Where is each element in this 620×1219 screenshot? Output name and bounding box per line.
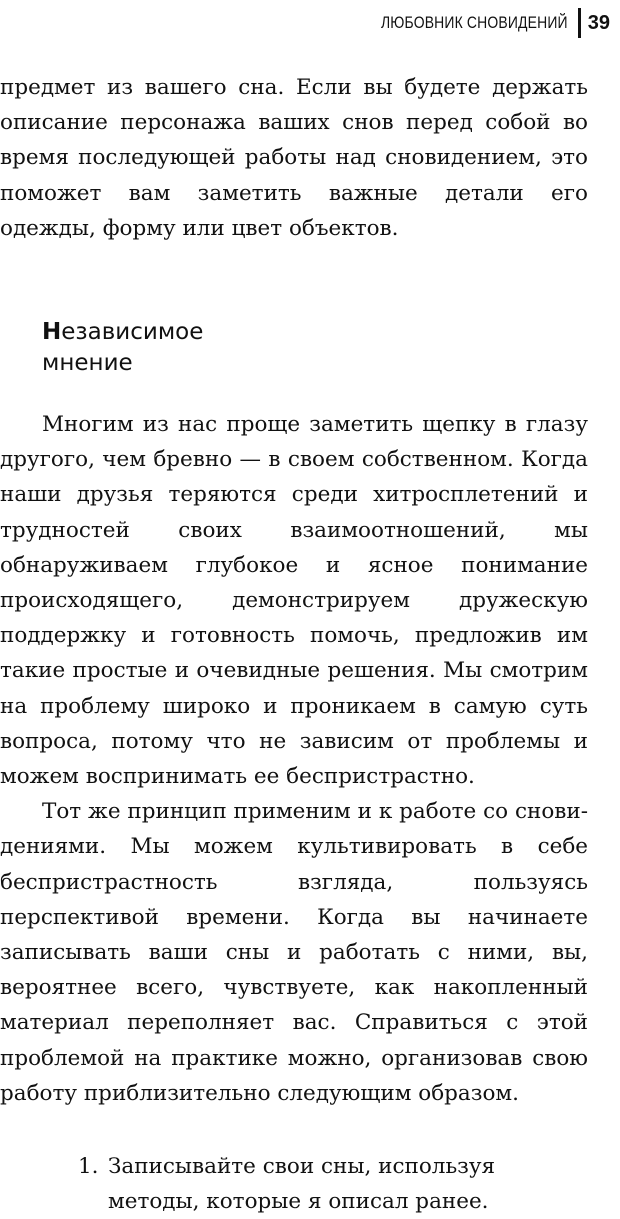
- heading-word-2: мнение: [42, 350, 133, 377]
- page-number: 39: [587, 11, 610, 34]
- heading-initial: Н: [42, 319, 62, 346]
- page-body: [0, 70, 588, 1219]
- section-heading: [0, 317, 588, 379]
- paragraph-continuation: предмет из вашего сна. Если вы будете держать описание персонажа ваших снов перед собой во время последующей работы над сновидением, это поможет вам заметить важные детали его одежды, форму или цвет объектов.: [0, 75, 588, 241]
- paragraph-independent-view: Многим из нас проще заметить щепку в глазу другого, чем бревно — в своем собственном. Когда наши друзья теряются среди хитросплетений и трудностей своих взаимоотношений, мы обнаруживаем глубокое и ясное понимание происходящего, демонстрируем дружескую поддержку и готовность помочь, предложив им такие простые и очевидные решения. Мы смотрим на проблему широко и проникаем в самую суть вопроса, потому что не зависим от проблемы и можем воспринимать ее беспристрастно.: [0, 412, 588, 790]
- running-header: [340, 6, 610, 40]
- paragraph-same-principle: Тот же принцип применим и к работе со сновидениями. Мы можем культивировать в себе беспристрастность взгляда, пользуясь перспективой времени. Когда вы начинаете записывать ваши сны и работать с ними, вы, вероятнее всего, чувствуете, как накопленный материал переполняет вас. Справиться с этой проблемой на практике можно, организовав свою работу приблизительно следующим образом.: [0, 799, 588, 1106]
- list-item: [78, 1149, 588, 1219]
- running-title: ЛЮБОВНИК СНОВИДЕНИЙ: [381, 13, 568, 32]
- list-item-number: 1.: [78, 1154, 99, 1180]
- steps-list: [0, 1149, 588, 1219]
- header-divider: [578, 8, 581, 38]
- heading-word-1: езависимое: [61, 319, 204, 346]
- list-item-text: Записывайте свои сны, используя методы, которые я описал ранее.: [108, 1154, 496, 1215]
